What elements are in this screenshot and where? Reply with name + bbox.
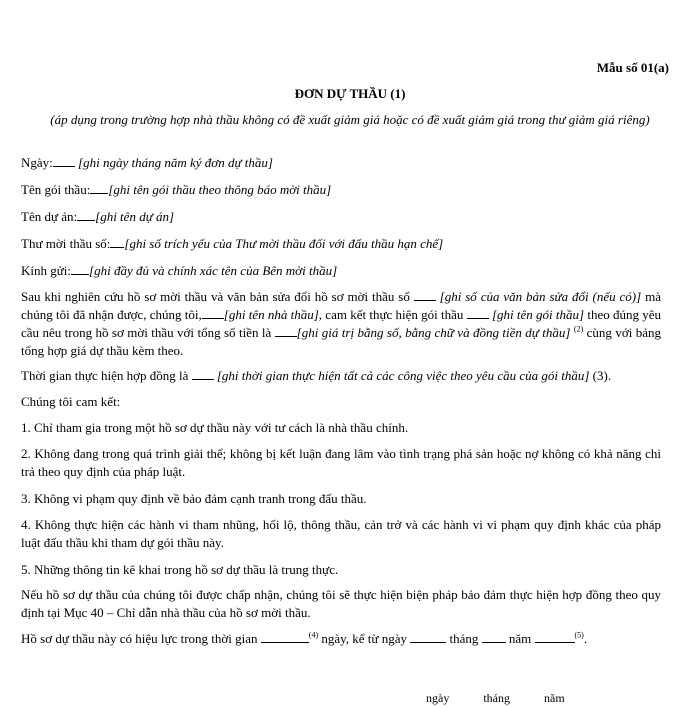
footer-day: ngày <box>426 691 450 705</box>
p2-text-b: (3). <box>589 368 612 383</box>
p4-footnote-5: (5) <box>574 630 584 640</box>
project-hint: [ghi tên dự án] <box>95 209 175 224</box>
document-subtitle: (áp dụng trong trường hợp nhà thầu không có đề xuất giảm giá hoặc có đề xuất giảm giá trong thư giảm giá riêng) <box>50 112 650 127</box>
p1-footnote-2: (2) <box>573 324 584 334</box>
p2-hint: [ghi thời gian thực hiện tất cả các công việc theo yêu cầu của gói thầu] <box>216 368 590 383</box>
paragraph-study <box>21 288 661 360</box>
p4-text-c: tháng <box>446 631 482 646</box>
paragraph-security: Nếu hồ sơ dự thầu của chúng tôi được chấp nhận, chúng tôi sẽ thực hiện biện pháp bảo đảm thực hiện hợp đồng theo quy định tại Mục 40 – Chỉ dẫn nhà thầu của hồ sơ mời thầu. <box>21 587 661 620</box>
p1-hint-amendment: [ghi số của văn bản sửa đổi (nếu có)] <box>439 289 642 304</box>
to-label: Kính gửi: <box>21 263 72 278</box>
package-blank <box>90 182 108 194</box>
p1-text-e: cùng với bảng tổng hợp giá dự thầu kèm theo. <box>21 325 662 358</box>
p1-blank-4 <box>275 325 297 337</box>
form-code: Mẫu số 01(a) <box>596 60 669 75</box>
invitation-hint: [ghi số trích yếu của Thư mời thầu đối với đấu thầu hạn chế] <box>124 236 444 251</box>
date-blank <box>53 155 75 167</box>
commit-heading: Chúng tôi cam kết: <box>21 394 121 409</box>
p4-text-e: . <box>583 631 588 646</box>
p1-text-d: theo đúng yêu cầu nêu trong hồ sơ mời thầu với tổng số tiền là <box>21 307 662 340</box>
invitation-blank <box>110 236 124 248</box>
p4-text-a: Hồ sơ dự thầu này có hiệu lực trong thời gian <box>21 631 261 646</box>
date-hint: [ghi ngày tháng năm ký đơn dự thầu] <box>78 155 273 170</box>
p1-text-a: Sau khi nghiên cứu hồ sơ mời thầu và văn bản sửa đổi hồ sơ mời thầu số <box>21 289 414 304</box>
to-blank <box>71 263 89 275</box>
paragraph-duration <box>21 367 661 385</box>
p1-text-b: mà chúng tôi đã nhận được, chúng tôi, <box>21 289 661 322</box>
commitment-item-2: 2. Không đang trong quá trình giải thể; không bị kết luận đang lâm vào tình trạng phá sản hoặc nợ không có khả năng chi trả theo quy định của pháp luật. <box>21 446 661 479</box>
paragraph-validity <box>21 630 661 648</box>
p4-footnote-4: (4) <box>308 630 319 640</box>
p1-blank-3 <box>467 307 489 319</box>
project-blank <box>77 209 95 221</box>
commitment-item-1: 1. Chỉ tham gia trong một hồ sơ dự thầu này với tư cách là nhà thầu chính. <box>21 420 409 435</box>
date-label: Ngày: <box>21 155 53 170</box>
commitment-item-5: 5. Những thông tin kê khai trong hồ sơ dự thầu là trung thực. <box>21 562 339 577</box>
document-title: ĐƠN DỰ THẦU (1) <box>294 86 406 101</box>
commitment-item-4: 4. Không thực hiện các hành vi tham nhũng, hối lộ, thông thầu, cản trở và các hành vi vi phạm quy định khác của pháp luật đấu thầu khi tham dự gói thầu này. <box>21 517 661 550</box>
p1-hint-bidder: [ghi tên nhà thầu] <box>223 307 319 322</box>
p2-blank <box>192 368 214 380</box>
p1-blank-2 <box>202 307 224 319</box>
footer-year: năm <box>544 691 565 705</box>
start-year-blank <box>535 631 575 643</box>
package-label: Tên gói thầu: <box>21 182 91 197</box>
package-hint: [ghi tên gói thầu theo thông báo mời thầu] <box>108 182 332 197</box>
p1-hint-amount: [ghi giá trị bằng số, bằng chữ và đồng tiền dự thầu] <box>296 325 571 340</box>
p1-text-c: , cam kết thực hiện gói thầu <box>318 307 467 322</box>
to-hint: [ghi đầy đủ và chính xác tên của Bên mời thầu] <box>89 263 338 278</box>
footer-month: tháng <box>483 691 510 705</box>
p4-text-d: năm <box>505 631 535 646</box>
package-line <box>21 181 661 199</box>
project-label: Tên dự án: <box>21 209 78 224</box>
start-month-blank <box>482 631 506 643</box>
date-line <box>21 154 661 172</box>
invitation-line <box>21 235 661 253</box>
signature-date-line <box>400 690 565 707</box>
project-line <box>21 208 661 226</box>
commitment-item-3: 3. Không vi phạm quy định về bảo đảm cạnh tranh trong đấu thầu. <box>21 491 367 506</box>
p1-blank-1 <box>414 289 436 301</box>
validity-days-blank <box>261 631 309 643</box>
p2-text-a: Thời gian thực hiện hợp đồng là <box>21 368 192 383</box>
start-day-blank <box>410 631 446 643</box>
invitation-label: Thư mời thầu số: <box>21 236 111 251</box>
p4-text-b: ngày, kể từ ngày <box>318 631 411 646</box>
to-line <box>21 262 661 280</box>
p1-hint-package: [ghi tên gói thầu] <box>491 307 585 322</box>
